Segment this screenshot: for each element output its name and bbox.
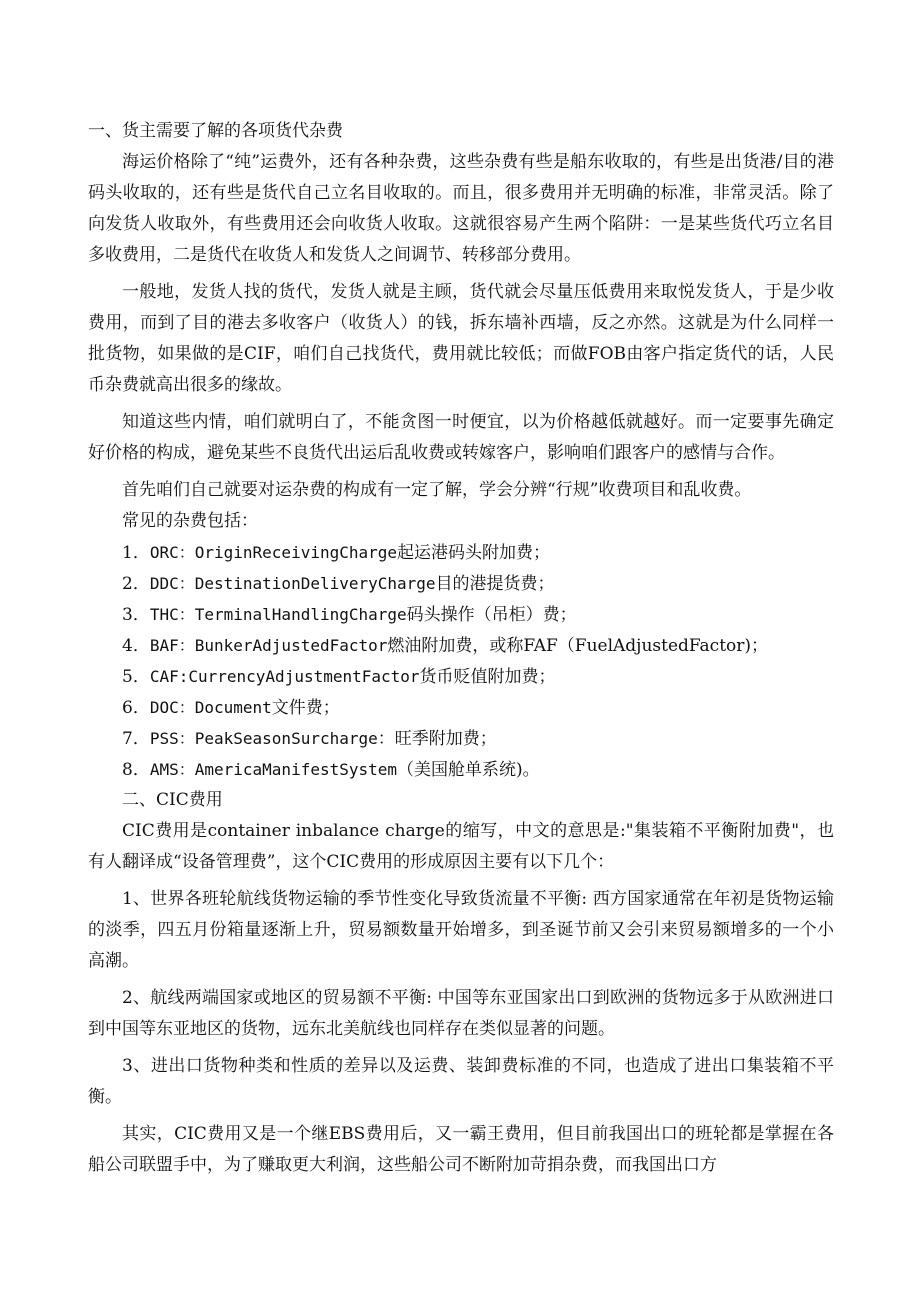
fee-item: 1．ORC：OriginReceivingCharge起运港码头附加费；: [122, 543, 551, 563]
fee-item: 5．CAF:CurrencyAdjustmentFactor货币贬值附加费；: [122, 667, 556, 687]
fee-item: 8．AMS：AmericaManifestSystem（美国舱单系统)。: [122, 760, 540, 780]
paragraph: CIC费用是container inbalance charge的缩写，中文的意思是:"集装箱不平衡附加费"，也有人翻译成“设备管理费”，这个CIC费用的形成原因主要有以下几个：: [88, 821, 834, 872]
paragraph: 一般地，发货人找的货代，发货人就是主顾，货代就会尽量压低费用来取悦发货人，于是少收费用，而到了目的港去多收客户（收货人）的钱，拆东墙补西墙，反之亦然。这就是为什么同样一批货物，如果做的是CIF，咱们自己找货代，费用就比较低；而做FOB由客户指定货代的话，人民币杂费就高出很多的缘故。: [88, 282, 834, 395]
paragraph: 2、航线两端国家或地区的贸易额不平衡: 中国等东亚国家出口到欧洲的货物远多于从欧洲进口到中国等东亚地区的货物，远东北美航线也同样存在类似显著的问题。: [88, 988, 834, 1039]
fee-list: [88, 537, 834, 785]
fee-item: 4．BAF：BunkerAdjustedFactor燃油附加费，或称FAF（FuelAdjustedFactor)；: [122, 636, 769, 656]
list-intro: 常见的杂费包括：: [122, 511, 258, 531]
paragraph: 1、世界各班轮航线货物运输的季节性变化导致货流量不平衡: 西方国家通常在年初是货物运输的淡季，四五月份箱量逐渐上升，贸易额数量开始增多，到圣诞节前又会引来贸易额增多的一个小高潮。: [88, 889, 834, 971]
fee-item: 7．PSS：PeakSeasonSurcharge：旺季附加费；: [122, 729, 497, 749]
fee-item: 6．DOC：Document文件费；: [122, 698, 340, 718]
fee-item: 2．DDC：DestinationDeliveryCharge目的港提货费；: [122, 574, 555, 594]
fee-item: 3．THC：TerminalHandlingCharge码头操作（吊柜）费；: [122, 605, 577, 625]
paragraph: 其实，CIC费用又是一个继EBS费用后，又一霸王费用，但目前我国出口的班轮都是掌握在各船公司联盟手中，为了赚取更大利润，这些船公司不断附加苛捐杂费，而我国出口方: [88, 1124, 834, 1175]
section-1-title: 一、货主需要了解的各项货代杂费: [88, 121, 343, 141]
section-2-title: 二、CIC费用: [122, 790, 223, 810]
paragraph: 3、进出口货物种类和性质的差异以及运费、装卸费标准的不同，也造成了进出口集装箱不平衡。: [88, 1056, 834, 1107]
paragraph: 海运价格除了“纯”运费外，还有各种杂费，这些杂费有些是船东收取的，有些是出货港/目的港码头收取的，还有些是货代自己立名目收取的。而且，很多费用并无明确的标准，非常灵活。除了向发货人收取外，有些费用还会向收货人收取。这就很容易产生两个陷阱：一是某些货代巧立名目多收费用，二是货代在收货人和发货人之间调节、转移部分费用。: [88, 152, 834, 265]
paragraph: 首先咱们自己就要对运杂费的构成有一定了解，学会分辨“行规”收费项目和乱收费。: [122, 480, 752, 500]
paragraph: 知道这些内情，咱们就明白了，不能贪图一时便宜，以为价格越低就越好。而一定要事先确定好价格的构成，避免某些不良货代出运后乱收费或转嫁客户，影响咱们跟客户的感情与合作。: [88, 412, 834, 463]
